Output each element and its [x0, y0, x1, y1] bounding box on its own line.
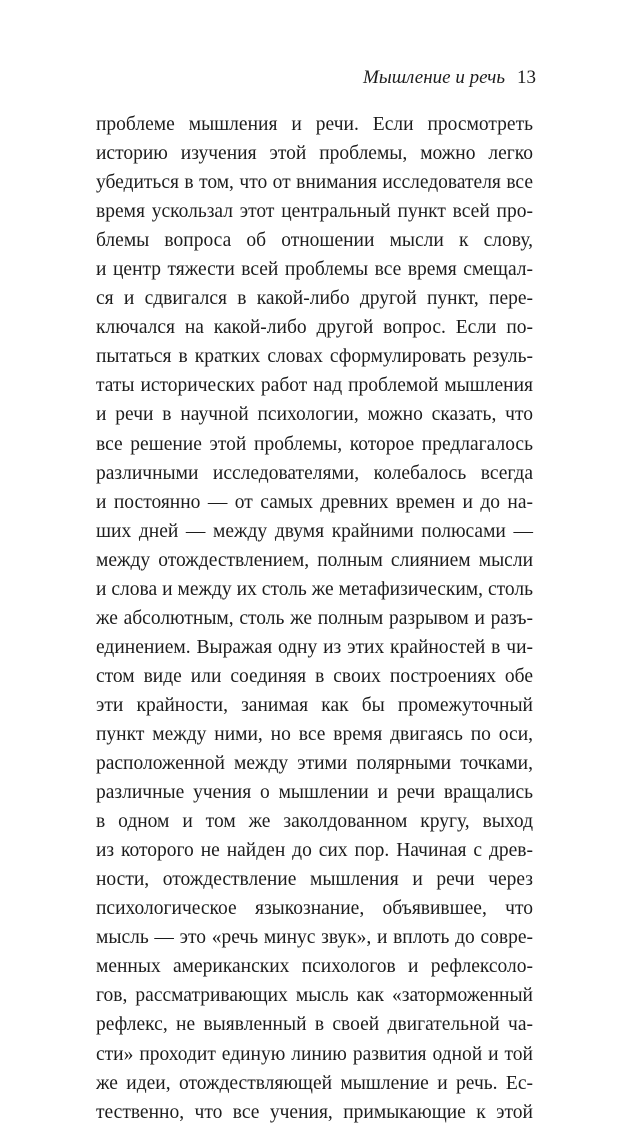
- text-line: психологическое языкознание, объявившее, что: [96, 898, 533, 920]
- page-header: [363, 66, 536, 90]
- running-title: Мышление и речь: [363, 67, 505, 88]
- text-line: в одном и том же заколдованном кругу, выход: [96, 811, 533, 833]
- text-line: проблеме мышления и речи. Если просмотреть: [96, 114, 533, 135]
- text-line: тественно, что все учения, примыкающие к этой: [96, 1101, 533, 1123]
- text-line: ся и сдвигался в какой-либо другой пункт, пере-: [96, 288, 533, 310]
- text-line: и центр тяжести всей проблемы все время смещал-: [96, 259, 533, 281]
- text-line: менных американских психологов и рефлексоло-: [96, 956, 533, 978]
- text-line: ключался на какой-либо другой вопрос. Если по-: [96, 317, 533, 339]
- text-line: пункт между ними, но все время двигаясь по оси,: [96, 723, 533, 745]
- text-line: блемы вопроса об отношении мысли к слову,: [96, 230, 533, 252]
- text-line: ности, отождествление мышления и речи через: [96, 869, 533, 891]
- text-line: таты исторических работ над проблемой мышления: [96, 375, 533, 397]
- text-line: все решение этой проблемы, которое предлагалось: [96, 433, 533, 455]
- text-line: пытаться в кратких словах сформулировать резуль-: [96, 346, 533, 368]
- text-line: гов, рассматривающих мысль как «заторможенный: [96, 985, 533, 1007]
- text-line: же абсолютным, столь же полным разрывом и разъ-: [96, 607, 533, 629]
- text-line: из которого не найден до сих пор. Начиная с древ-: [96, 840, 533, 862]
- text-line: сти» проходит единую линию развития одной и той: [96, 1043, 533, 1065]
- text-line: ших дней — между двумя крайними полюсами —: [96, 520, 533, 542]
- text-line: убедиться в том, что от внимания исследователя все: [96, 172, 533, 194]
- body-text: [96, 110, 533, 1127]
- text-line: же идеи, отождествляющей мышление и речь. Ес-: [96, 1072, 533, 1094]
- text-line: и речи в научной психологии, можно сказать, что: [96, 404, 533, 426]
- text-line: и постоянно — от самых древних времен и до на-: [96, 491, 533, 513]
- text-line: историю изучения этой проблемы, можно легко: [96, 143, 533, 165]
- text-line: рефлекс, не выявленный в своей двигательной ча-: [96, 1014, 533, 1036]
- text-line: различными исследователями, колебалось всегда: [96, 462, 533, 484]
- text-line: эти крайности, занимая как бы промежуточный: [96, 694, 533, 716]
- text-line: различные учения о мышлении и речи вращались: [96, 782, 533, 804]
- text-line: между отождествлением, полным слиянием мысли: [96, 549, 533, 571]
- text-line: мысль — это «речь минус звук», и вплоть до совре-: [96, 927, 533, 949]
- text-line: время ускользал этот центральный пункт всей про-: [96, 201, 533, 223]
- text-line: единением. Выражая одну из этих крайностей в чи-: [96, 636, 533, 658]
- text-line: стом виде или соединяя в своих построениях обе: [96, 665, 533, 687]
- text-line: и слова и между их столь же метафизическим, столь: [96, 578, 533, 600]
- page-number: 13: [517, 67, 536, 88]
- text-line: расположенной между этими полярными точками,: [96, 753, 533, 775]
